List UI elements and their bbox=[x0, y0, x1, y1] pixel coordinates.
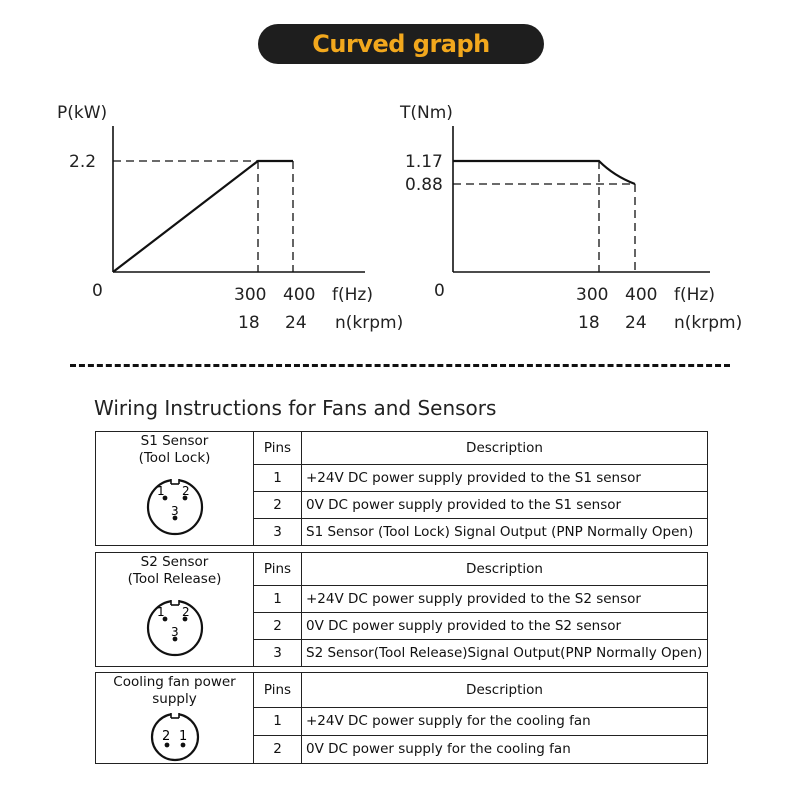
pin-label: 3 bbox=[170, 504, 179, 518]
torque-x-tick-18: 18 bbox=[578, 313, 600, 333]
pin-description: S2 Sensor(Tool Release)Signal Output(PNP Normally Open) bbox=[302, 640, 708, 667]
description-header: Description bbox=[302, 553, 708, 586]
torque-xlabel-hz: f(Hz) bbox=[674, 285, 715, 305]
power-y-tick-max: 2.2 bbox=[69, 152, 97, 172]
s2-sensor-cell bbox=[96, 553, 254, 667]
s2-sensor-name: S2 Sensor bbox=[140, 554, 209, 570]
pin-description: 0V DC power supply provided to the S1 sensor bbox=[302, 492, 708, 519]
torque-y-tick-mid: 0.88 bbox=[405, 175, 443, 195]
pins-header: Pins bbox=[254, 673, 302, 708]
fan-connector-icon bbox=[149, 711, 201, 763]
pin-description: +24V DC power supply provided to the S1 sensor bbox=[302, 465, 708, 492]
banner bbox=[258, 24, 544, 64]
cooling-fan-table bbox=[95, 672, 708, 764]
pin-label: 2 bbox=[181, 605, 190, 619]
pin-label: 3 bbox=[170, 625, 179, 639]
connector-key bbox=[171, 599, 179, 605]
s1-sensor-sub: (Tool Lock) bbox=[138, 450, 211, 466]
pin-description: 0V DC power supply for the cooling fan bbox=[302, 735, 708, 763]
s1-sensor-table bbox=[95, 431, 708, 546]
power-x-tick-24: 24 bbox=[285, 313, 307, 333]
torque-y-tick-max: 1.17 bbox=[405, 152, 443, 172]
pin-number: 3 bbox=[254, 640, 302, 667]
power-guides bbox=[113, 161, 293, 272]
pin-number: 1 bbox=[254, 586, 302, 613]
pin-description: S1 Sensor (Tool Lock) Signal Output (PNP Normally Open) bbox=[302, 519, 708, 546]
power-ylabel: P(kW) bbox=[57, 103, 108, 123]
s1-sensor-name: S1 Sensor bbox=[140, 433, 209, 449]
connector-key bbox=[171, 478, 179, 484]
torque-x-tick-300: 300 bbox=[576, 285, 609, 305]
power-xlabel-krpm: n(krpm) bbox=[335, 313, 404, 333]
torque-chart bbox=[400, 90, 760, 335]
torque-x-tick-24: 24 bbox=[625, 313, 647, 333]
pin-description: +24V DC power supply for the cooling fan bbox=[302, 707, 708, 735]
torque-ylabel: T(Nm) bbox=[400, 103, 453, 123]
table-header-row bbox=[96, 673, 708, 708]
pin-number: 1 bbox=[254, 465, 302, 492]
fan-sub: supply bbox=[152, 691, 197, 707]
connector-ring bbox=[152, 714, 198, 760]
power-curve bbox=[113, 161, 293, 272]
s2-connector-icon bbox=[144, 597, 206, 659]
torque-guides bbox=[453, 161, 635, 272]
description-header: Description bbox=[302, 673, 708, 708]
banner-title: Curved graph bbox=[312, 30, 490, 58]
s2-sensor-table bbox=[95, 552, 708, 667]
pin-label: 1 bbox=[178, 729, 187, 744]
table-header-row bbox=[96, 432, 708, 465]
section-divider bbox=[70, 364, 730, 367]
wiring-title: Wiring Instructions for Fans and Sensors bbox=[94, 396, 497, 420]
pins-header: Pins bbox=[254, 432, 302, 465]
s1-connector-icon bbox=[144, 476, 206, 538]
pin-description: +24V DC power supply provided to the S2 sensor bbox=[302, 586, 708, 613]
pin-label: 1 bbox=[156, 605, 165, 619]
torque-curve bbox=[453, 161, 635, 184]
pin-number: 3 bbox=[254, 519, 302, 546]
pin-label: 2 bbox=[181, 484, 190, 498]
torque-xlabel-krpm: n(krpm) bbox=[674, 313, 743, 333]
power-chart bbox=[55, 90, 415, 335]
power-x-tick-300: 300 bbox=[234, 285, 267, 305]
power-y-tick-origin: 0 bbox=[92, 281, 103, 301]
power-xlabel-hz: f(Hz) bbox=[332, 285, 373, 305]
torque-x-tick-400: 400 bbox=[625, 285, 658, 305]
fan-cell bbox=[96, 673, 254, 764]
torque-y-tick-origin: 0 bbox=[434, 281, 445, 301]
description-header: Description bbox=[302, 432, 708, 465]
pin-label: 1 bbox=[156, 484, 165, 498]
pin-label: 2 bbox=[161, 729, 170, 744]
table-header-row bbox=[96, 553, 708, 586]
pin-number: 2 bbox=[254, 613, 302, 640]
pin-number: 1 bbox=[254, 707, 302, 735]
connector-key bbox=[171, 712, 179, 718]
power-x-tick-400: 400 bbox=[283, 285, 316, 305]
pin-description: 0V DC power supply provided to the S2 sensor bbox=[302, 613, 708, 640]
pin-number: 2 bbox=[254, 735, 302, 763]
s2-sensor-sub: (Tool Release) bbox=[127, 571, 222, 587]
s1-sensor-cell bbox=[96, 432, 254, 546]
pin-number: 2 bbox=[254, 492, 302, 519]
power-x-tick-18: 18 bbox=[238, 313, 260, 333]
pins-header: Pins bbox=[254, 553, 302, 586]
fan-name: Cooling fan power bbox=[113, 674, 236, 690]
